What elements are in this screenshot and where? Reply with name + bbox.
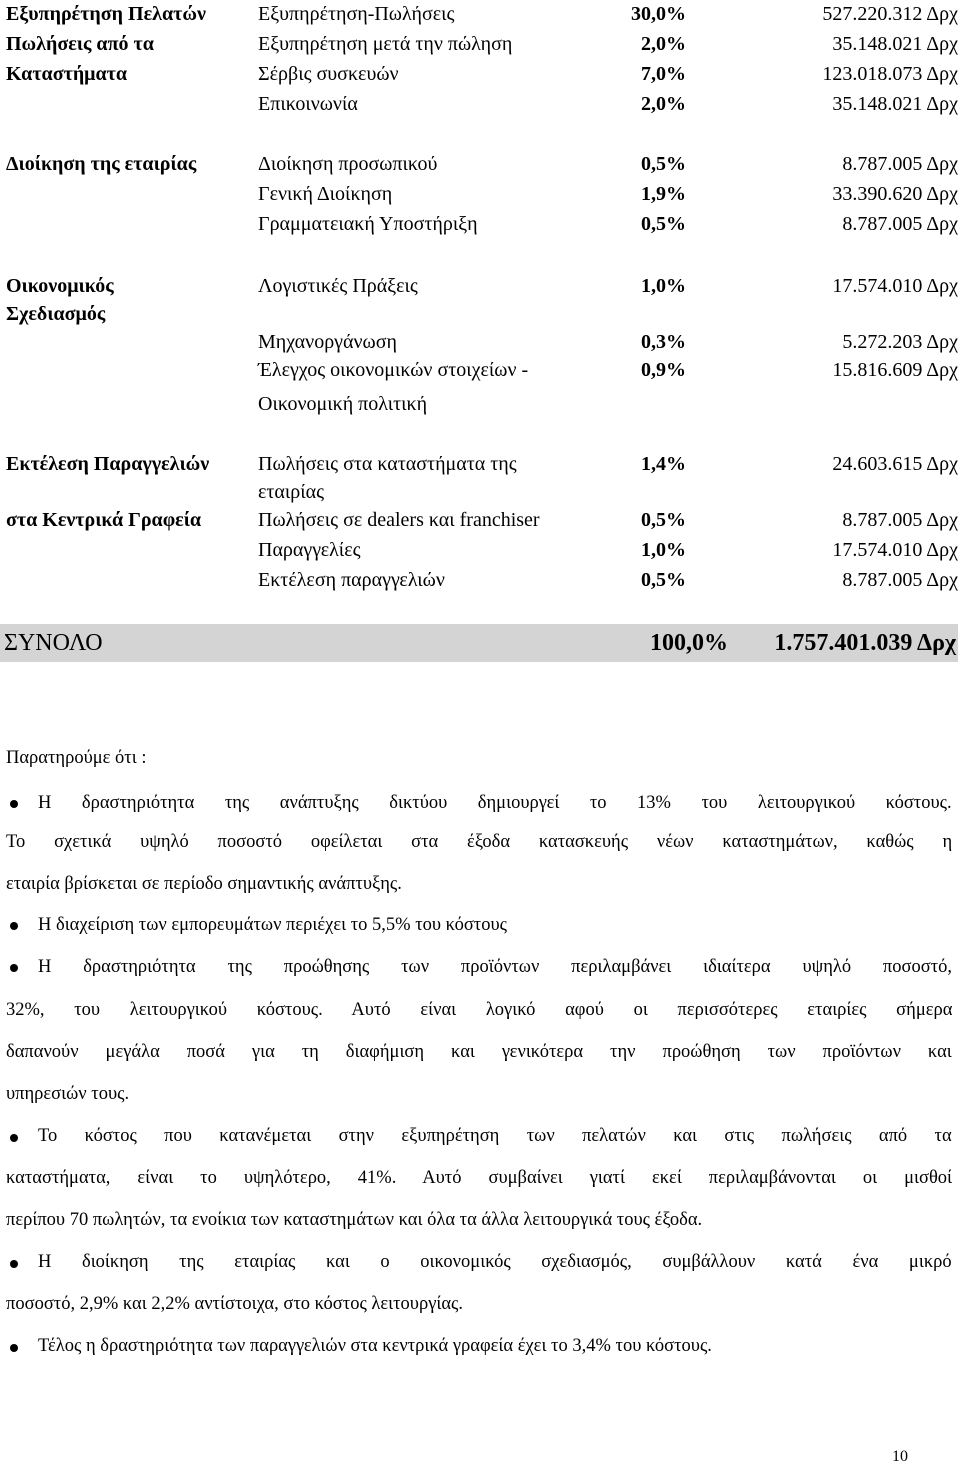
- amount-value: 123.018.073 Δρχ: [822, 63, 958, 85]
- bullet-icon: [10, 1260, 18, 1268]
- bullet-icon: [10, 922, 18, 930]
- paragraph-line: Το σχετικά υψηλό ποσοστό οφείλεται στα έξοδα κατασκευής νέων καταστημάτων, καθώς η: [6, 832, 953, 852]
- activity-label: Μηχανοργάνωση: [258, 331, 397, 353]
- page-number: 10: [892, 1448, 908, 1465]
- activity-label: Έλεγχος οικονομικών στοιχείων -: [258, 359, 529, 381]
- amount-value: 8.787.005 Δρχ: [842, 569, 958, 591]
- activity-label: Σέρβις συσκευών: [258, 63, 399, 85]
- group-label: Οικονομικός: [6, 275, 114, 297]
- paragraph-line: υπηρεσιών τους.: [6, 1084, 130, 1104]
- amount-value: 35.148.021 Δρχ: [832, 33, 958, 55]
- percent-value: 1,0%: [641, 539, 686, 561]
- percent-value: 0,5%: [641, 213, 686, 235]
- activity-label: Πωλήσεις στα καταστήματα της: [258, 453, 517, 475]
- activity-label: Παραγγελίες: [258, 539, 361, 561]
- group-label: Εξυπηρέτηση Πελατών: [6, 3, 206, 25]
- paragraph-line: Η δραστηριότητα της προώθησης των προϊόντων περιλαμβάνει ιδιαίτερα υψηλό ποσοστό,: [38, 957, 953, 977]
- bullet-icon: [10, 800, 18, 808]
- percent-value: 1,9%: [641, 183, 686, 205]
- total-percent: 100,0%: [650, 630, 728, 656]
- activity-label: Διοίκηση προσωπικού: [258, 153, 438, 175]
- percent-value: 0,5%: [641, 569, 686, 591]
- amount-value: 8.787.005 Δρχ: [842, 213, 958, 235]
- activity-label: Πωλήσεις σε dealers και franchiser: [258, 509, 540, 531]
- amount-value: 17.574.010 Δρχ: [832, 275, 958, 297]
- intro-text: Παρατηρούμε ότι :: [6, 748, 147, 768]
- activity-label: Γενική Διοίκηση: [258, 183, 393, 205]
- activity-label: Εξυπηρέτηση-Πωλήσεις: [258, 3, 455, 25]
- amount-value: 33.390.620 Δρχ: [832, 183, 958, 205]
- percent-value: 0,5%: [641, 153, 686, 175]
- amount-value: 527.220.312 Δρχ: [822, 3, 958, 25]
- bullet-icon: [10, 1134, 18, 1142]
- percent-value: 1,4%: [641, 453, 686, 475]
- paragraph-line: δαπανούν μεγάλα ποσά για τη διαφήμιση και γενικότερα την προώθηση των προϊόντων και: [6, 1042, 952, 1062]
- percent-value: 0,5%: [641, 509, 686, 531]
- total-amount: 1.757.401.039 Δρχ: [774, 630, 956, 656]
- activity-label: Λογιστικές Πράξεις: [258, 275, 418, 297]
- amount-value: 8.787.005 Δρχ: [842, 509, 958, 531]
- paragraph-line: περίπου 70 πωλητών, τα ενοίκια των καταστημάτων και όλα τα άλλα λειτουργικά τους έξοδα.: [6, 1210, 703, 1230]
- paragraph-line: Τέλος η δραστηριότητα των παραγγελιών στα κεντρικά γραφεία έχει το 3,4% του κόστους.: [38, 1336, 712, 1356]
- group-label: Διοίκηση της εταιρίας: [6, 153, 197, 175]
- paragraph-line: Η δραστηριότητα της ανάπτυξης δικτύου δημιουργεί το 13% του λειτουργικού κόστους.: [38, 793, 952, 813]
- bullet-icon: [10, 964, 18, 972]
- amount-value: 35.148.021 Δρχ: [832, 93, 958, 115]
- activity-label: Εκτέλεση παραγγελιών: [258, 569, 445, 591]
- percent-value: 2,0%: [641, 33, 686, 55]
- paragraph-line: ποσοστό, 2,9% και 2,2% αντίστοιχα, στο κόστος λειτουργίας.: [6, 1294, 463, 1314]
- group-label-line2: Σχεδιασμός: [6, 303, 106, 325]
- activity-label: Γραμματειακή Υποστήριξη: [258, 213, 478, 235]
- bullet-icon: [10, 1344, 18, 1352]
- percent-value: 0,3%: [641, 331, 686, 353]
- amount-value: 15.816.609 Δρχ: [832, 359, 958, 381]
- activity-label: Εξυπηρέτηση μετά την πώληση: [258, 33, 513, 55]
- activity-label-line2: Οικονομική πολιτική: [258, 393, 428, 415]
- group-label: στα Κεντρικά Γραφεία: [6, 509, 202, 531]
- paragraph-line: Το κόστος που κατανέμεται στην εξυπηρέτηση των πελατών και στις πωλήσεις από τα: [38, 1126, 952, 1146]
- percent-value: 7,0%: [641, 63, 686, 85]
- paragraph-line: Η διαχείριση των εμπορευμάτων περιέχει το 5,5% του κόστους: [38, 915, 507, 935]
- paragraph-line: 32%, του λειτουργικού κόστους. Αυτό είναι λογικό αφού οι περισσότερες εταιρίες σήμερα: [6, 1000, 953, 1020]
- amount-value: 24.603.615 Δρχ: [832, 453, 958, 475]
- percent-value: 2,0%: [641, 93, 686, 115]
- activity-label: Επικοινωνία: [258, 93, 358, 115]
- amount-value: 17.574.010 Δρχ: [832, 539, 958, 561]
- amount-value: 8.787.005 Δρχ: [842, 153, 958, 175]
- group-label: Πωλήσεις από τα: [6, 33, 154, 55]
- paragraph-line: Η διοίκηση της εταιρίας και ο οικονομικός σχεδιασμός, συμβάλλουν κατά ένα μικρό: [38, 1252, 952, 1272]
- total-label: ΣΥΝΟΛΟ: [4, 630, 103, 656]
- amount-value: 5.272.203 Δρχ: [842, 331, 958, 353]
- percent-value: 30,0%: [631, 3, 686, 25]
- percent-value: 1,0%: [641, 275, 686, 297]
- group-label: Καταστήματα: [6, 63, 128, 85]
- paragraph-line: καταστήματα, είναι το υψηλότερο, 41%. Αυτό συμβαίνει γιατί εκεί περιλαμβάνονται οι μισθοί: [6, 1168, 953, 1188]
- activity-label-line2: εταιρίας: [258, 481, 325, 503]
- percent-value: 0,9%: [641, 359, 686, 381]
- paragraph-line: εταιρία βρίσκεται σε περίοδο σημαντικής ανάπτυξης.: [6, 874, 402, 894]
- group-label: Εκτέλεση Παραγγελιών: [6, 453, 210, 475]
